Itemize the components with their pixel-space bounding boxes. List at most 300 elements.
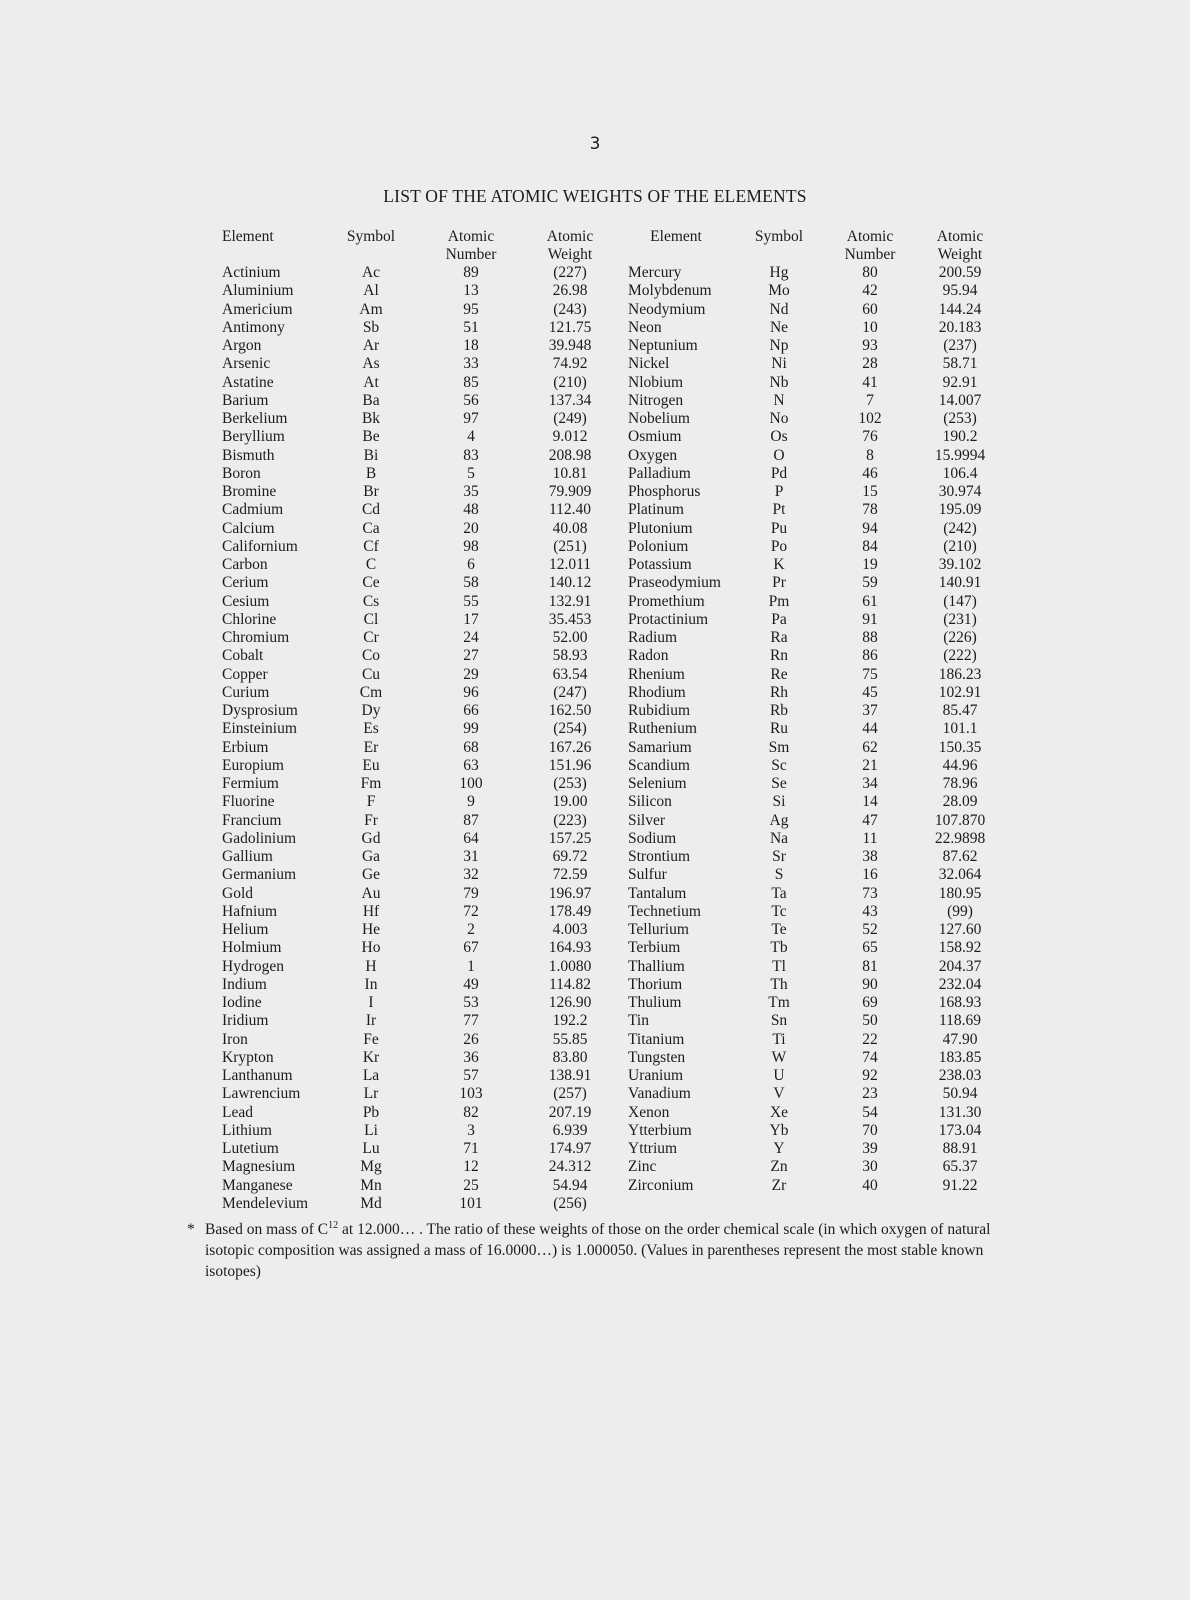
left-symbol-cell: Sb: [362, 318, 380, 336]
right-symbol-cell: Pu: [770, 519, 788, 537]
right-weight-cell: 58.71: [942, 355, 978, 373]
right-name-cell: Strontium: [628, 848, 691, 865]
table-row: [0, 1067, 1190, 1085]
right-number-cell: 42: [862, 282, 878, 300]
right-number-cell: 30: [862, 1158, 878, 1176]
left-number-cell: 9: [467, 793, 475, 811]
left-weight-cell: 58.93: [552, 647, 588, 665]
left-weight-cell: (227): [553, 264, 587, 281]
right-symbol-cell: Re: [770, 665, 788, 683]
left-weight-cell: 83.80: [552, 1048, 588, 1066]
table-row: [0, 319, 1190, 337]
right-weight-cell: 127.60: [938, 921, 982, 938]
right-symbol-cell: Pa: [771, 610, 787, 628]
right-weight-cell: 150.35: [938, 738, 982, 756]
right-number-cell: 65: [862, 939, 878, 957]
right-symbol-cell: Zn: [770, 1158, 788, 1176]
left-symbol-cell: H: [365, 957, 377, 975]
left-name-cell: Helium: [222, 921, 269, 938]
left-name-cell: Bromine: [222, 483, 277, 500]
left-number-cell: 35: [463, 483, 479, 500]
right-number-cell: 19: [862, 556, 878, 573]
right-name-cell: Plutonium: [628, 519, 693, 537]
left-name-cell: Bismuth: [222, 446, 275, 464]
right-symbol-cell: Te: [771, 921, 787, 938]
left-weight-cell: (243): [553, 300, 587, 318]
right-symbol-cell: P: [774, 483, 784, 500]
right-number-cell: 40: [862, 1176, 878, 1194]
element-table: [0, 264, 1190, 1213]
left-number-cell: 53: [463, 994, 479, 1011]
left-symbol-cell: B: [365, 464, 377, 482]
left-name-cell: Aluminium: [222, 282, 294, 300]
left-number-cell: 36: [463, 1048, 479, 1066]
left-symbol-cell: Lr: [363, 1085, 379, 1103]
right-symbol-cell: Yb: [769, 1121, 789, 1139]
left-weight-cell: 196.97: [548, 884, 592, 902]
left-number-cell: 56: [463, 391, 479, 409]
left-weight-cell: 157.25: [548, 829, 592, 847]
left-weight-cell: 19.00: [552, 793, 588, 811]
right-weight-cell: 85.47: [942, 702, 978, 719]
right-name-cell: Nlobium: [628, 373, 684, 391]
right-symbol-cell: U: [773, 1067, 785, 1084]
right-symbol-cell: O: [773, 446, 785, 464]
left-symbol-cell: Ga: [361, 848, 381, 865]
right-symbol-cell: Tm: [768, 994, 790, 1011]
left-number-cell: 51: [463, 318, 479, 336]
left-weight-cell: 35.453: [548, 610, 592, 628]
right-symbol-cell: Sr: [772, 848, 786, 865]
left-symbol-cell: Mn: [360, 1176, 382, 1194]
left-name-cell: Chlorine: [222, 610, 277, 628]
table-row: [0, 520, 1190, 538]
left-name-cell: Cerium: [222, 574, 269, 592]
right-number-cell: 92: [862, 1067, 878, 1084]
left-name-cell: Copper: [222, 665, 268, 683]
left-name-cell: Lawrencium: [222, 1085, 301, 1103]
left-weight-cell: 4.003: [552, 921, 588, 938]
table-row: [0, 757, 1190, 775]
left-symbol-cell: Eu: [362, 756, 380, 774]
table-row: [0, 538, 1190, 556]
left-name-cell: Hydrogen: [222, 957, 284, 975]
left-weight-cell: 74.92: [552, 355, 588, 373]
right-weight-cell: 158.92: [938, 939, 982, 957]
left-symbol-cell: Au: [361, 884, 381, 902]
left-name-cell: Curium: [222, 683, 270, 701]
left-symbol-cell: Ba: [362, 391, 380, 409]
right-symbol-cell: Zr: [771, 1176, 787, 1194]
right-weight-cell: (226): [943, 629, 977, 646]
left-name-cell: Manganese: [222, 1176, 293, 1194]
right-symbol-cell: Y: [773, 1140, 785, 1157]
right-name-cell: Tellurium: [628, 921, 689, 938]
right-number-cell: 15: [862, 483, 878, 500]
left-weight-cell: 151.96: [548, 756, 592, 774]
left-number-cell: 18: [463, 337, 479, 354]
table-row: [0, 775, 1190, 793]
right-symbol-cell: Ne: [769, 318, 789, 336]
right-symbol-cell: Rb: [769, 702, 789, 719]
right-name-cell: Rubidium: [628, 702, 691, 719]
left-name-cell: Dysprosium: [222, 702, 298, 719]
table-row: [0, 921, 1190, 939]
right-name-cell: Molybdenum: [628, 282, 712, 300]
footnote-text-start: Based on mass of C: [205, 1221, 329, 1238]
left-name-cell: Lutetium: [222, 1140, 279, 1157]
left-symbol-cell: Cr: [363, 629, 379, 646]
left-symbol-cell: Am: [359, 300, 383, 318]
table-row: [0, 447, 1190, 465]
left-number-cell: 63: [463, 756, 479, 774]
left-number-cell: 17: [463, 610, 479, 628]
left-name-cell: Cesium: [222, 592, 270, 610]
right-weight-cell: 107.870: [934, 811, 986, 829]
left-weight-cell: (223): [553, 811, 587, 829]
left-number-cell: 67: [463, 939, 479, 957]
right-symbol-cell: No: [769, 410, 789, 427]
left-weight-cell: 132.91: [548, 592, 592, 610]
left-name-cell: Berkelium: [222, 410, 288, 427]
left-symbol-cell: Ge: [361, 866, 381, 884]
right-weight-cell: (253): [943, 410, 977, 427]
left-symbol-cell: La: [362, 1067, 380, 1084]
right-symbol-cell: S: [774, 866, 784, 884]
left-number-cell: 20: [463, 519, 479, 537]
right-name-cell: Nitrogen: [628, 391, 684, 409]
left-weight-cell: 10.81: [552, 464, 588, 482]
left-symbol-cell: Fr: [364, 811, 378, 829]
left-weight-cell: (257): [553, 1085, 587, 1103]
right-name-cell: Phosphorus: [628, 483, 701, 500]
table-row: [0, 392, 1190, 410]
table-row: [0, 1177, 1190, 1195]
right-name-cell: Vanadium: [628, 1085, 691, 1103]
right-weight-cell: 87.62: [942, 848, 978, 865]
left-number-cell: 26: [463, 1030, 479, 1048]
right-name-cell: Thallium: [628, 957, 685, 975]
left-symbol-cell: Fe: [363, 1030, 379, 1048]
left-number-cell: 4: [467, 428, 475, 446]
left-weight-cell: 162.50: [548, 702, 592, 719]
right-weight-cell: (99): [947, 902, 973, 920]
left-weight-cell: 52.00: [552, 629, 588, 646]
right-number-cell: 28: [862, 355, 878, 373]
left-number-cell: 24: [463, 629, 479, 646]
right-weight-cell: 140.91: [938, 574, 982, 592]
table-row: [0, 958, 1190, 976]
right-symbol-cell: Pd: [770, 464, 788, 482]
right-number-cell: 59: [862, 574, 878, 592]
right-number-cell: 90: [862, 975, 878, 993]
left-name-cell: Hafnium: [222, 902, 278, 920]
right-name-cell: Radon: [628, 647, 669, 665]
right-weight-cell: 238.03: [938, 1067, 982, 1084]
header-atomic-weight-left: [530, 228, 610, 264]
right-weight-cell: 95.94: [942, 282, 978, 300]
right-symbol-cell: Os: [770, 428, 788, 446]
left-weight-cell: 1.0080: [548, 957, 592, 975]
table-row: [0, 1031, 1190, 1049]
left-weight-cell: 112.40: [548, 501, 592, 519]
right-name-cell: Zinc: [628, 1158, 657, 1176]
header-atomic-weight-line2: Weight: [547, 246, 593, 263]
left-name-cell: Mendelevium: [222, 1194, 309, 1212]
right-name-cell: Rhodium: [628, 683, 686, 701]
left-name-cell: Iridium: [222, 1012, 269, 1030]
right-number-cell: 39: [862, 1140, 878, 1157]
right-weight-cell: 186.23: [938, 665, 982, 683]
right-weight-cell: 78.96: [942, 775, 978, 792]
right-symbol-cell: Hg: [769, 264, 789, 281]
right-name-cell: Mercury: [628, 264, 682, 281]
left-symbol-cell: Cl: [363, 610, 379, 628]
right-number-cell: 73: [862, 884, 878, 902]
right-symbol-cell: V: [773, 1085, 785, 1103]
left-number-cell: 99: [463, 720, 479, 738]
right-weight-cell: 22.9898: [934, 829, 986, 847]
right-number-cell: 37: [862, 702, 878, 719]
table-row: [0, 1195, 1190, 1213]
left-number-cell: 29: [463, 665, 479, 683]
left-weight-cell: 192.2: [552, 1012, 588, 1030]
table-row: [0, 1122, 1190, 1140]
left-name-cell: Americium: [222, 300, 293, 318]
left-name-cell: Boron: [222, 464, 261, 482]
right-weight-cell: 200.59: [938, 264, 982, 281]
right-name-cell: Technetium: [628, 902, 701, 920]
right-number-cell: 10: [862, 318, 878, 336]
right-weight-cell: 173.04: [938, 1121, 982, 1139]
header-atomic-weight-right: [920, 228, 1000, 264]
table-row: [0, 903, 1190, 921]
left-symbol-cell: Cs: [362, 592, 380, 610]
left-symbol-cell: Cm: [359, 683, 383, 701]
left-name-cell: Californium: [222, 537, 298, 555]
right-symbol-cell: Ni: [771, 355, 787, 373]
right-weight-cell: 20.183: [938, 318, 982, 336]
right-name-cell: Tungsten: [628, 1048, 686, 1066]
right-weight-cell: 180.95: [938, 884, 982, 902]
right-number-cell: 44: [862, 720, 878, 738]
header-atomic-weight-line2: Weight: [937, 246, 983, 263]
left-number-cell: 49: [463, 975, 479, 993]
right-weight-cell: (147): [943, 592, 977, 610]
right-symbol-cell: Si: [772, 793, 786, 811]
left-number-cell: 79: [463, 884, 479, 902]
left-name-cell: Germanium: [222, 866, 297, 884]
left-symbol-cell: I: [368, 994, 374, 1011]
left-symbol-cell: Kr: [362, 1048, 380, 1066]
right-weight-cell: 15.9994: [934, 446, 986, 464]
header-element-left: Element: [222, 228, 274, 245]
left-name-cell: Carbon: [222, 556, 268, 573]
left-weight-cell: 207.19: [548, 1103, 592, 1121]
right-number-cell: 21: [862, 756, 878, 774]
right-symbol-cell: Sc: [771, 756, 787, 774]
table-row: [0, 666, 1190, 684]
left-name-cell: Einsteinium: [222, 720, 297, 738]
left-weight-cell: 40.08: [552, 519, 588, 537]
left-number-cell: 1: [467, 957, 475, 975]
left-number-cell: 68: [463, 738, 479, 756]
left-weight-cell: 138.91: [548, 1067, 592, 1084]
table-row: [0, 1049, 1190, 1067]
left-symbol-cell: Lu: [362, 1140, 380, 1157]
table-row: [0, 793, 1190, 811]
left-weight-cell: 69.72: [552, 848, 588, 865]
right-weight-cell: (237): [943, 337, 977, 354]
right-weight-cell: (231): [943, 610, 977, 628]
left-weight-cell: 178.49: [548, 902, 592, 920]
right-number-cell: 94: [862, 519, 878, 537]
header-atomic-number-right: [830, 228, 910, 264]
table-row: [0, 629, 1190, 647]
right-name-cell: Selenium: [628, 775, 687, 792]
right-weight-cell: 30.974: [938, 483, 982, 500]
right-name-cell: Osmium: [628, 428, 682, 446]
right-weight-cell: 50.94: [942, 1085, 978, 1103]
left-name-cell: Fermium: [222, 775, 279, 792]
right-name-cell: Silver: [628, 811, 666, 829]
left-name-cell: Astatine: [222, 373, 274, 391]
right-weight-cell: 39.102: [938, 556, 982, 573]
right-weight-cell: 44.96: [942, 756, 978, 774]
table-row: [0, 337, 1190, 355]
left-name-cell: Calcium: [222, 519, 275, 537]
right-weight-cell: 88.91: [942, 1140, 978, 1157]
table-row: [0, 1085, 1190, 1103]
header-atomic-weight-line1: Atomic: [546, 228, 594, 245]
right-name-cell: Protactinium: [628, 610, 709, 628]
left-weight-cell: 126.90: [548, 994, 592, 1011]
right-weight-cell: 14.007: [938, 391, 982, 409]
header-atomic-number-line2: Number: [445, 246, 497, 263]
right-name-cell: Neon: [628, 318, 662, 336]
header-atomic-number-line1: Atomic: [846, 228, 894, 245]
left-name-cell: Krypton: [222, 1048, 274, 1066]
left-number-cell: 57: [463, 1067, 479, 1084]
left-weight-cell: (256): [553, 1194, 587, 1212]
right-name-cell: Nickel: [628, 355, 670, 373]
left-number-cell: 5: [467, 464, 475, 482]
left-symbol-cell: C: [365, 556, 377, 573]
left-number-cell: 2: [467, 921, 475, 938]
right-symbol-cell: Rn: [769, 647, 789, 665]
left-weight-cell: 140.12: [548, 574, 592, 592]
left-number-cell: 103: [459, 1085, 483, 1103]
left-weight-cell: 79.909: [548, 483, 592, 500]
right-name-cell: Neptunium: [628, 337, 698, 354]
right-name-cell: Sodium: [628, 829, 677, 847]
right-name-cell: Platinum: [628, 501, 684, 519]
right-name-cell: Tantalum: [628, 884, 687, 902]
table-row: [0, 301, 1190, 319]
right-number-cell: 69: [862, 994, 878, 1011]
left-name-cell: Lanthanum: [222, 1067, 293, 1084]
header-atomic-weight-line1: Atomic: [936, 228, 984, 245]
right-weight-cell: 32.064: [938, 866, 982, 884]
right-weight-cell: 183.85: [938, 1048, 982, 1066]
table-header: [0, 228, 1190, 264]
table-row: [0, 282, 1190, 300]
left-weight-cell: 137.34: [548, 391, 592, 409]
table-row: [0, 939, 1190, 957]
left-number-cell: 27: [463, 647, 479, 665]
right-symbol-cell: W: [771, 1048, 787, 1066]
left-number-cell: 101: [459, 1194, 483, 1212]
left-number-cell: 71: [463, 1140, 479, 1157]
table-row: [0, 830, 1190, 848]
right-name-cell: Oxygen: [628, 446, 678, 464]
left-name-cell: Francium: [222, 811, 282, 829]
left-number-cell: 48: [463, 501, 479, 519]
right-symbol-cell: Sm: [768, 738, 790, 756]
right-name-cell: Promethium: [628, 592, 705, 610]
left-symbol-cell: Cd: [361, 501, 381, 519]
table-row: [0, 1012, 1190, 1030]
right-symbol-cell: Pt: [772, 501, 786, 519]
right-number-cell: 60: [862, 300, 878, 318]
table-row: [0, 739, 1190, 757]
left-symbol-cell: Ce: [362, 574, 380, 592]
table-row: [0, 994, 1190, 1012]
left-number-cell: 97: [463, 410, 479, 427]
table-row: [0, 428, 1190, 446]
right-name-cell: Ytterbium: [628, 1121, 692, 1139]
left-symbol-cell: Mg: [360, 1158, 382, 1176]
left-symbol-cell: Co: [361, 647, 381, 665]
left-weight-cell: (251): [553, 537, 587, 555]
right-number-cell: 81: [862, 957, 878, 975]
table-row: [0, 1104, 1190, 1122]
table-row: [0, 976, 1190, 994]
right-number-cell: 16: [862, 866, 878, 884]
left-symbol-cell: Ir: [365, 1012, 377, 1030]
left-symbol-cell: F: [366, 793, 376, 811]
left-number-cell: 96: [463, 683, 479, 701]
left-weight-cell: 114.82: [548, 975, 592, 993]
right-number-cell: 86: [862, 647, 878, 665]
left-name-cell: Lead: [222, 1103, 253, 1121]
right-number-cell: 93: [862, 337, 878, 354]
left-number-cell: 100: [459, 775, 483, 792]
left-weight-cell: (249): [553, 410, 587, 427]
right-symbol-cell: Po: [770, 537, 788, 555]
left-symbol-cell: Md: [360, 1194, 382, 1212]
right-name-cell: Terbium: [628, 939, 681, 957]
footnote-text-rest: at 12.000… . The ratio of these weights of those on the order chemical scale (in which oxygen of natural isotopic composition was assigned a mass of 16.0000…) is 1.000050. (Values in parentheses represent the most stable known isotopes): [205, 1221, 991, 1280]
right-weight-cell: (222): [943, 647, 977, 665]
left-weight-cell: 24.312: [548, 1158, 592, 1176]
left-name-cell: Iron: [222, 1030, 248, 1048]
left-symbol-cell: As: [362, 355, 380, 373]
left-number-cell: 77: [463, 1012, 479, 1030]
right-symbol-cell: Pm: [768, 592, 790, 610]
header-symbol-right: Symbol: [754, 228, 804, 245]
right-weight-cell: 190.2: [942, 428, 978, 446]
left-symbol-cell: Pb: [362, 1103, 380, 1121]
left-number-cell: 72: [463, 902, 479, 920]
right-weight-cell: 101.1: [942, 720, 978, 738]
right-number-cell: 38: [862, 848, 878, 865]
right-symbol-cell: Ru: [769, 720, 789, 738]
right-number-cell: 74: [862, 1048, 878, 1066]
right-weight-cell: (242): [943, 519, 977, 537]
right-name-cell: Thorium: [628, 975, 683, 993]
table-row: [0, 556, 1190, 574]
